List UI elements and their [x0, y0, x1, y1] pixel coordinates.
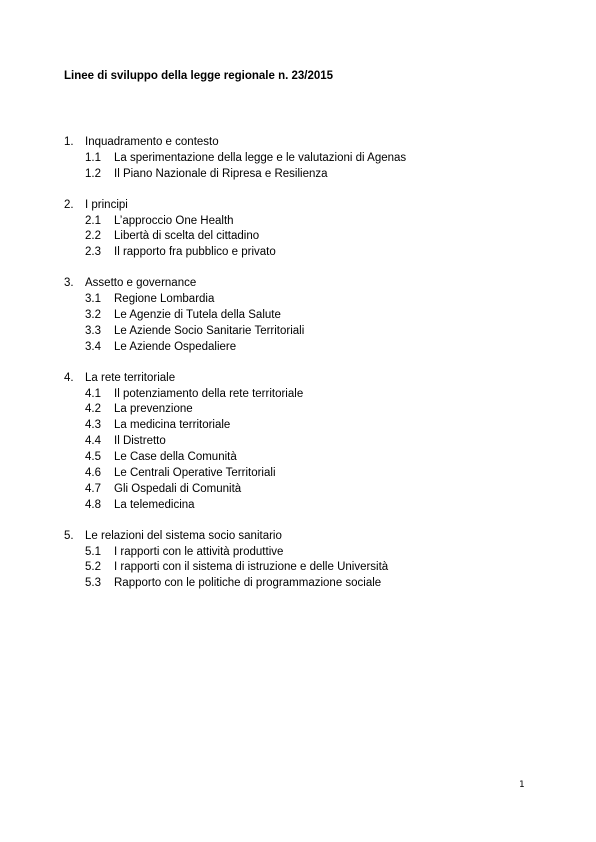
section-title: Le relazioni del sistema socio sanitario — [85, 529, 282, 542]
item-number: 4.5 — [85, 451, 101, 464]
toc-item — [64, 418, 564, 434]
item-number: 2.2 — [85, 230, 101, 243]
toc-item — [64, 340, 564, 356]
item-number: 3.1 — [85, 293, 101, 306]
item-number: 5.3 — [85, 577, 101, 590]
section-number: 5. — [64, 529, 74, 542]
toc-item — [64, 498, 564, 514]
item-title: La prevenzione — [114, 403, 193, 416]
item-title: Rapporto con le politiche di programmazione sociale — [114, 577, 382, 590]
item-number: 1.1 — [85, 151, 101, 164]
section-number: 4. — [64, 371, 74, 384]
item-number: 4.1 — [85, 387, 101, 400]
toc-item — [64, 324, 564, 340]
item-number: 4.4 — [85, 435, 101, 448]
toc-heading — [64, 276, 564, 292]
item-title: L’approccio One Health — [114, 214, 234, 227]
toc-section-3 — [64, 276, 564, 355]
toc-heading — [64, 135, 564, 151]
item-number: 5.1 — [85, 545, 101, 558]
toc-item — [64, 545, 564, 561]
item-number: 3.3 — [85, 324, 101, 337]
page-number: 1 — [519, 780, 525, 790]
toc-item — [64, 560, 564, 576]
item-title: Il Distretto — [114, 435, 166, 448]
item-number: 1.2 — [85, 167, 101, 180]
toc-item — [64, 167, 564, 183]
toc-item — [64, 450, 564, 466]
item-number: 4.3 — [85, 419, 101, 432]
toc-item — [64, 292, 564, 308]
page-title: Linee di sviluppo della legge regionale n. 23/2015 — [64, 70, 334, 82]
toc-item — [64, 576, 564, 592]
item-title: Le Agenzie di Tutela della Salute — [114, 309, 281, 322]
section-number: 1. — [64, 136, 74, 148]
section-title: I principi — [85, 198, 128, 211]
toc-heading — [64, 198, 564, 214]
item-number: 2.3 — [85, 246, 101, 259]
item-title: Libertà di scelta del cittadino — [114, 230, 260, 243]
item-number: 2.1 — [85, 214, 101, 227]
section-number: 2. — [64, 198, 74, 211]
toc-item — [64, 387, 564, 403]
item-title: Gli Ospedali di Comunità — [114, 482, 242, 495]
item-number: 4.8 — [85, 498, 101, 511]
section-title: Inquadramento e contesto — [85, 136, 219, 148]
toc-item — [64, 466, 564, 482]
item-title: Le Case della Comunità — [114, 451, 237, 464]
item-title: Il Piano Nazionale di Ripresa e Resilienza — [114, 167, 328, 180]
section-title: Assetto e governance — [85, 277, 197, 290]
item-title: Le Centrali Operative Territoriali — [114, 467, 276, 480]
toc-section-5 — [64, 529, 564, 593]
item-title: La sperimentazione della legge e le valutazioni di Agenas — [114, 151, 407, 164]
section-title: La rete territoriale — [85, 371, 176, 384]
item-title: La telemedicina — [114, 498, 195, 511]
toc-heading — [64, 371, 564, 387]
item-title: La medicina territoriale — [114, 419, 231, 432]
toc-section-4 — [64, 371, 564, 514]
item-number: 3.4 — [85, 340, 101, 353]
toc-item — [64, 434, 564, 450]
item-title: Il potenziamento della rete territoriale — [114, 387, 304, 400]
section-number: 3. — [64, 277, 74, 290]
item-title: I rapporti con le attività produttive — [114, 545, 284, 558]
item-number: 3.2 — [85, 309, 101, 322]
toc-heading — [64, 529, 564, 545]
toc-section-2 — [64, 198, 564, 262]
toc-item — [64, 402, 564, 418]
toc-section-1 — [64, 135, 564, 183]
toc-item — [64, 229, 564, 245]
item-title: I rapporti con il sistema di istruzione e delle Università — [114, 561, 389, 574]
item-number: 4.7 — [85, 482, 101, 495]
toc-item — [64, 308, 564, 324]
toc-item — [64, 482, 564, 498]
toc-item — [64, 151, 564, 167]
item-number: 5.2 — [85, 561, 101, 574]
item-title: Il rapporto fra pubblico e privato — [114, 246, 276, 259]
item-number: 4.2 — [85, 403, 101, 416]
toc-item — [64, 214, 564, 230]
item-number: 4.6 — [85, 467, 101, 480]
item-title: Le Aziende Socio Sanitarie Territoriali — [114, 324, 305, 337]
item-title: Regione Lombardia — [114, 293, 215, 306]
toc-item — [64, 245, 564, 261]
item-title: Le Aziende Ospedaliere — [114, 340, 237, 353]
table-of-contents — [64, 135, 564, 607]
